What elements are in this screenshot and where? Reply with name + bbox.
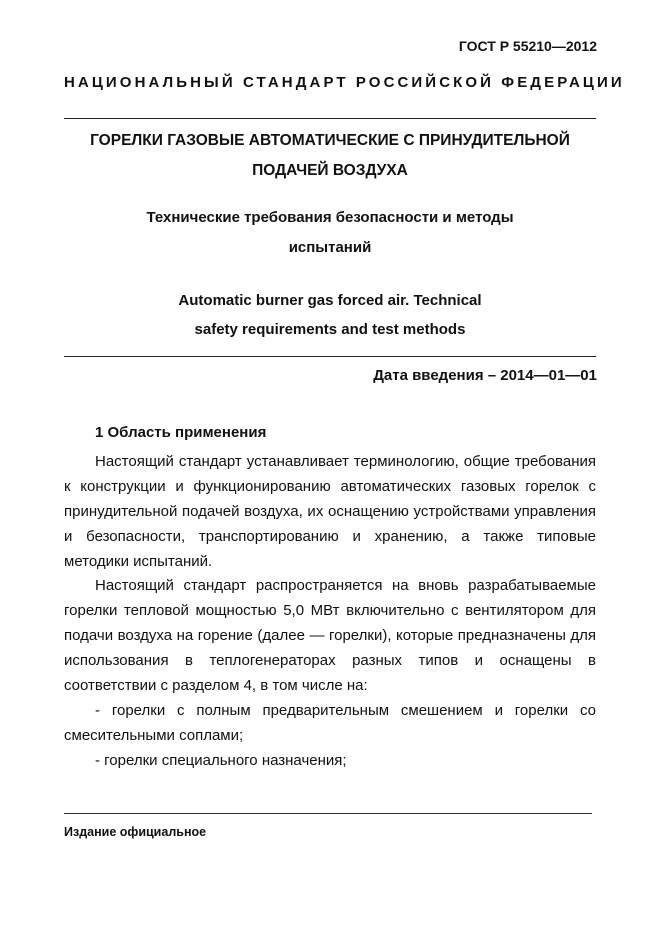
list-item: - горелки с полным предварительным смешением и горелки со смесительными соплами; — [64, 702, 596, 744]
footer-divider — [64, 813, 592, 814]
edition-note: Издание официальное — [64, 825, 207, 839]
paragraph-scope-1: Настоящий стандарт устанавливает терминологию, общие требования к конструкции и функционированию автоматических газовых горелок с принудительной подачей воздуха, их оснащению устройствами управления и безопасности, транспортированию и хранению, а также типовые методики испытаний. — [64, 453, 596, 570]
section-heading: 1 Область применения — [95, 424, 267, 441]
paragraph-scope-2: Настоящий стандарт распространяется на вновь разрабатываемые горелки тепловой мощностью 5,0 МВт включительно с вентилятором для подачи воздуха на горение (далее — горелки), которые предназначены для использования в теплогенераторах разных типов и оснащены в соответствии с разделом 4, в том числе на: — [64, 577, 596, 694]
document-title-en — [64, 286, 596, 344]
divider-middle — [64, 356, 596, 357]
document-code: ГОСТ Р 55210—2012 — [458, 38, 597, 54]
document-title-ru — [64, 126, 596, 186]
title-ru-line-1: ГОРЕЛКИ ГАЗОВЫЕ АВТОМАТИЧЕСКИЕ С ПРИНУДИТЕЛЬНОЙ — [90, 132, 570, 149]
title-en-line-2: safety requirements and test methods — [194, 321, 466, 338]
document-subtitle-ru — [64, 203, 596, 263]
subtitle-ru-line-1: Технические требования безопасности и методы — [146, 209, 514, 226]
title-ru-line-2: ПОДАЧЕЙ ВОЗДУХА — [252, 162, 408, 179]
divider-top — [64, 118, 596, 119]
subtitle-ru-line-2: испытаний — [288, 239, 372, 256]
introduction-date: Дата введения – 2014—01—01 — [373, 367, 597, 384]
national-standard-title: НАЦИОНАЛЬНЫЙ СТАНДАРТ РОССИЙСКОЙ ФЕДЕРАЦИИ — [64, 74, 625, 91]
title-en-line-1: Automatic burner gas forced air. Technical — [178, 292, 482, 309]
list-item: - горелки специального назначения; — [95, 752, 347, 769]
